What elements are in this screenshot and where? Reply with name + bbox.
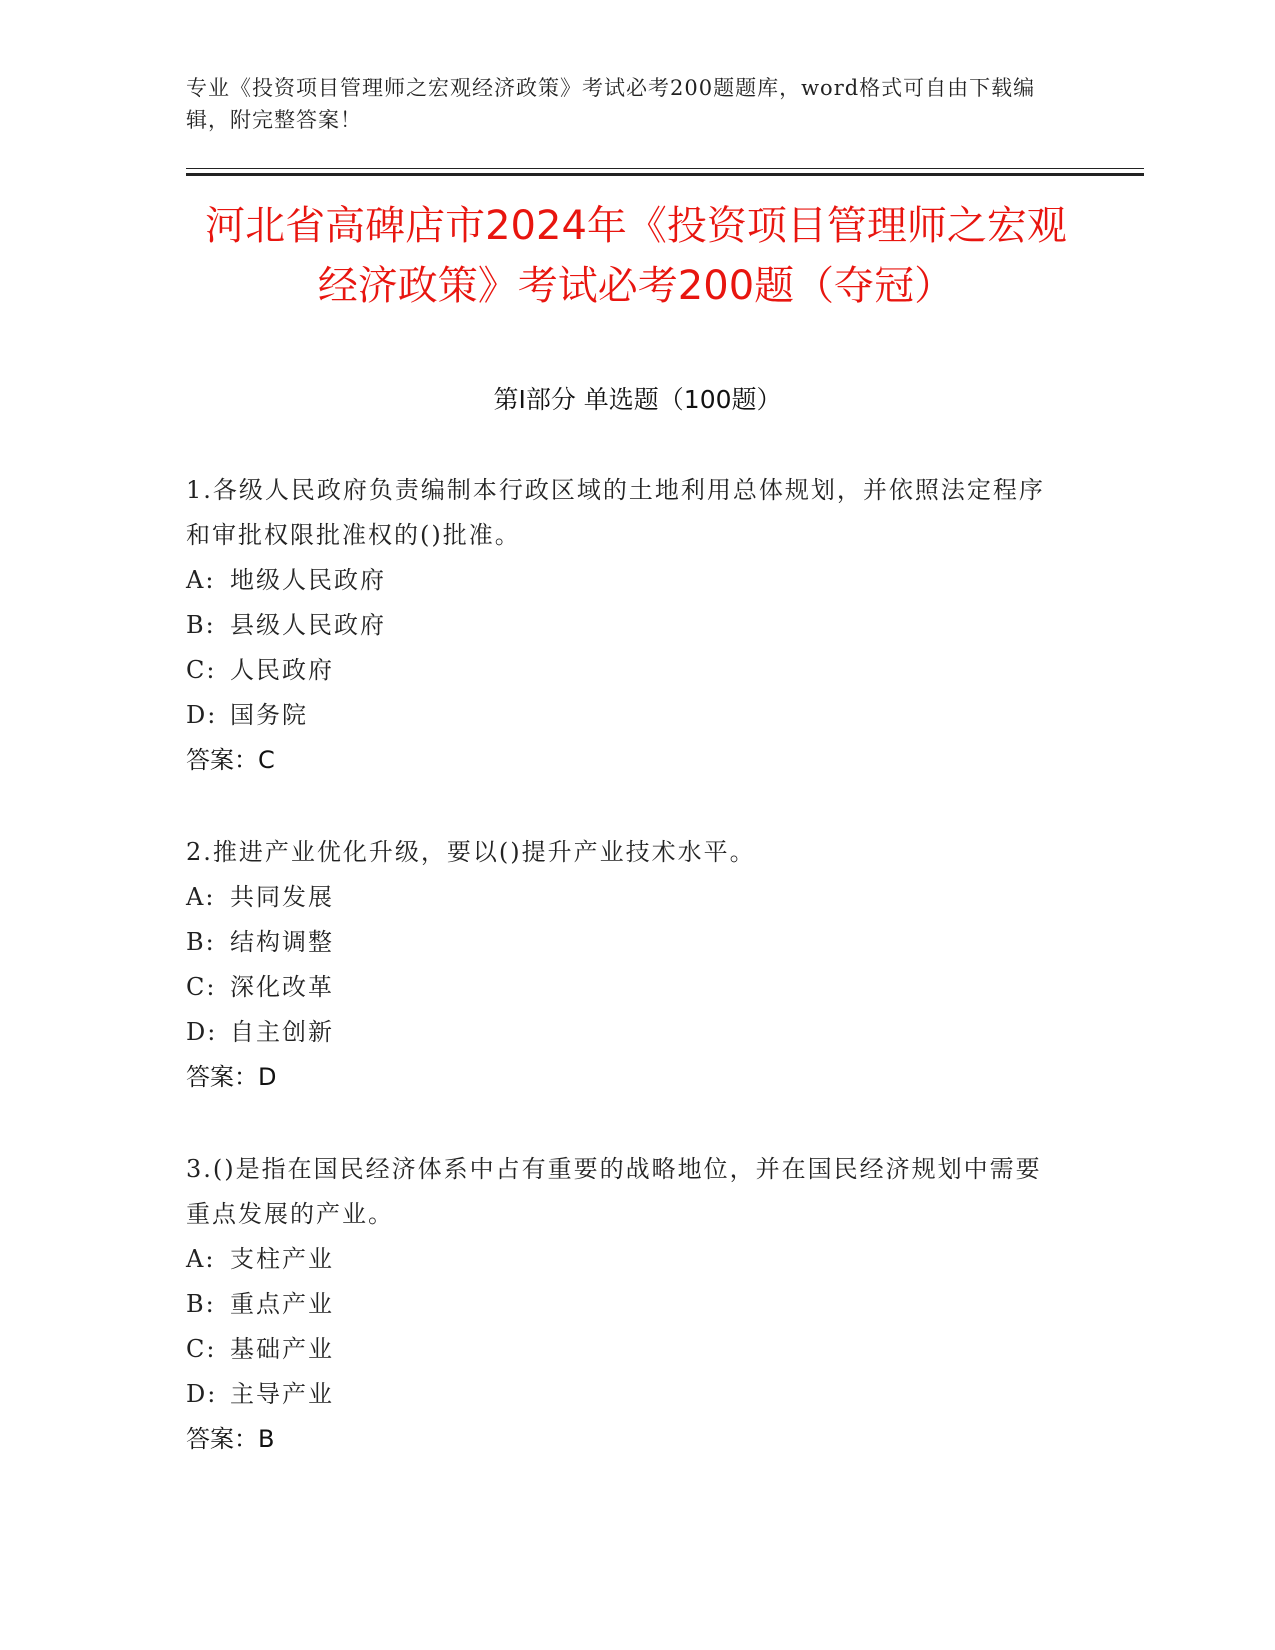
option-text: 地级人民政府	[230, 566, 386, 594]
option-text: 人民政府	[230, 656, 334, 684]
option-text: 县级人民政府	[230, 611, 386, 639]
option-key: B:	[186, 928, 216, 956]
option-c	[186, 648, 1066, 693]
option-c	[186, 965, 1066, 1010]
option-d	[186, 1010, 1066, 1055]
option-c	[186, 1327, 1066, 1372]
option-d	[186, 693, 1066, 738]
option-b	[186, 1282, 1066, 1327]
option-key: B:	[186, 1290, 216, 1318]
answer-line: 答案：C	[186, 746, 275, 774]
section-heading: 第Ⅰ部分 单选题（100题）	[493, 385, 782, 414]
option-text: 自主创新	[230, 1018, 334, 1046]
option-key: B:	[186, 611, 216, 639]
option-text: 基础产业	[230, 1335, 334, 1363]
option-key: C:	[186, 656, 217, 684]
option-key: A:	[186, 883, 216, 911]
document-title: 河北省高碑店市2024年《投资项目管理师之宏观经济政策》考试必考200题（夺冠）	[205, 203, 1067, 309]
option-key: C:	[186, 973, 217, 1001]
option-b	[186, 603, 1066, 648]
question-1	[186, 468, 1066, 783]
option-key: A:	[186, 566, 216, 594]
option-a	[186, 1237, 1066, 1282]
option-text: 国务院	[230, 701, 308, 729]
header-divider-thin	[186, 168, 1144, 169]
option-text: 共同发展	[230, 883, 334, 911]
option-key: D:	[186, 1018, 218, 1046]
option-key: D:	[186, 701, 218, 729]
option-text: 重点产业	[230, 1290, 334, 1318]
answer-line: 答案：B	[186, 1425, 275, 1453]
option-key: D:	[186, 1380, 218, 1408]
option-key: C:	[186, 1335, 217, 1363]
question-list	[186, 468, 1066, 1509]
question-stem: 1.各级人民政府负责编制本行政区域的土地利用总体规划，并依照法定程序和审批权限批准权的()批准。	[186, 476, 1045, 549]
answer-line: 答案：D	[186, 1063, 277, 1091]
option-text: 主导产业	[230, 1380, 334, 1408]
header-divider-thick	[186, 173, 1144, 176]
question-2	[186, 830, 1066, 1100]
option-text: 支柱产业	[230, 1245, 334, 1273]
question-stem: 3.()是指在国民经济体系中占有重要的战略地位，并在国民经济规划中需要重点发展的产业。	[186, 1155, 1042, 1228]
option-d	[186, 1372, 1066, 1417]
option-key: A:	[186, 1245, 216, 1273]
option-a	[186, 558, 1066, 603]
question-3	[186, 1147, 1066, 1462]
option-text: 深化改革	[230, 973, 334, 1001]
option-text: 结构调整	[230, 928, 334, 956]
option-b	[186, 920, 1066, 965]
question-stem: 2.推进产业优化升级，要以()提升产业技术水平。	[186, 838, 756, 866]
header-note: 专业《投资项目管理师之宏观经济政策》考试必考200题题库，word格式可自由下载编辑，附完整答案！	[186, 76, 1036, 132]
option-a	[186, 875, 1066, 920]
